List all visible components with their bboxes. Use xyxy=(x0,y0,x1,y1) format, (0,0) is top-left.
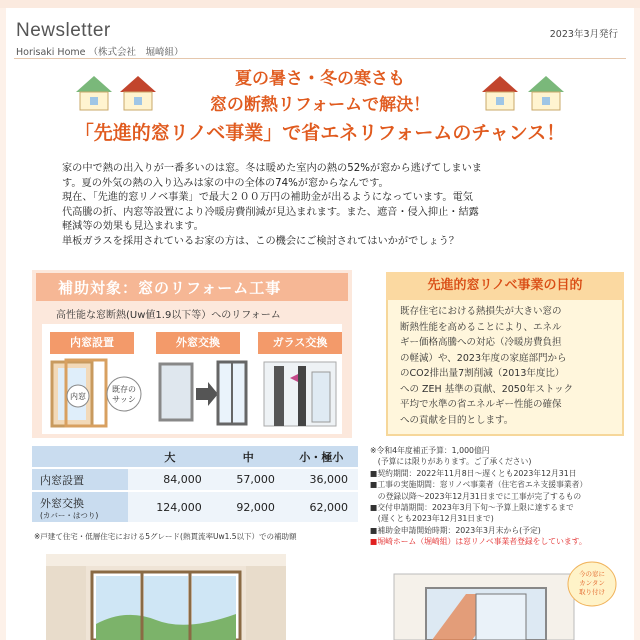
purpose-line: のCO2排出量7割削減（2013年度比） xyxy=(400,368,565,379)
glass-replace-illustration xyxy=(258,358,342,430)
existing-label-1: 既存の xyxy=(112,385,136,394)
inner-label: 内窓 xyxy=(70,392,86,401)
bubble-line-3: 取り付け xyxy=(579,588,605,596)
note-line: ■補助金申請開始時期：2023年3月末から(予定) xyxy=(370,525,541,535)
headline-line-3: 「先進的窓リノベ事業」で省エネリフォームのチャンス！ xyxy=(74,122,566,144)
program-notes xyxy=(370,445,587,548)
row-label-cell xyxy=(32,491,128,523)
top-border xyxy=(0,0,640,8)
table-row xyxy=(32,491,358,523)
table-header-cell: 大 xyxy=(128,446,212,468)
intro-line: 現在、「先進的窓リノベ事業」で最大２００万円の補助金が出るようになっています。電気 xyxy=(62,192,473,204)
table-cell: 124,000 xyxy=(128,491,212,523)
tag-glass-replace: ガラス交換 xyxy=(258,332,342,354)
header-divider xyxy=(14,58,626,59)
row-sublabel: (カバー・はつり) xyxy=(40,510,99,520)
subsidy-description: 高性能な窓断熱(Uw値1.9以下等）へのリフォーム xyxy=(56,310,281,321)
bubble-line-1: 今の窓に xyxy=(579,570,605,578)
intro-line: 代高騰の折、内窓等設置により冷暖房費削減が見込まれます。また、遮音・侵入抑止・結露 xyxy=(62,206,479,218)
purpose-line: への ZEH 基準の貢献、2050年ストック xyxy=(400,383,574,395)
purpose-line: 断熱性能を高めることにより、エネル xyxy=(400,321,562,333)
intro-line: す。夏の外気の熱の入り込みは家の中の全体の74%が窓からなんです。 xyxy=(62,177,389,189)
table-footnote: ※戸建て住宅・低層住宅における5グレード(熱貫流率Uw1.5以下）での補助額 xyxy=(34,532,297,541)
table-cell: 84,000 xyxy=(128,468,212,491)
inner-window-diagram xyxy=(366,554,620,640)
table-header-cell xyxy=(32,446,128,468)
subsidy-amount-table xyxy=(32,446,358,524)
registration-notice: ■堀崎ホーム（堀崎組）は窓リノベ事業者登録をしています。 xyxy=(370,537,587,547)
intro-line: 家の中で熱の出入りが一番多いのは窓。冬は暖めた室内の熱の52%が窓から逃げてしまいま xyxy=(62,163,482,174)
purpose-line: の軽減）や、2023年度の家庭部門から xyxy=(400,352,567,364)
existing-label-2: サッシ xyxy=(112,395,136,404)
tag-inner-window: 内窓設置 xyxy=(50,332,134,354)
note-line: (遅くとも2023年12月31日まで) xyxy=(370,514,494,524)
table-cell: 92,000 xyxy=(212,491,285,523)
table-cell: 62,000 xyxy=(285,491,358,523)
note-line: ※令和4年度補正予算：1,000億円 xyxy=(370,446,490,455)
intro-paragraph xyxy=(62,162,592,250)
table-header-row xyxy=(32,446,358,468)
tag-outer-window: 外窓交換 xyxy=(156,332,240,354)
newsletter-title: Newsletter xyxy=(16,20,111,41)
outer-window-illustration xyxy=(156,358,248,430)
purpose-body xyxy=(400,304,614,428)
issue-date: 2023年3月発行 xyxy=(549,29,618,40)
intro-line: 単板ガラスを採用されているお家の方は、この機会にご検討されてはいかがでしょう？ xyxy=(62,235,460,247)
subsidy-title: 補助対象：窓のリフォーム工事 xyxy=(36,273,348,301)
table-row xyxy=(32,468,358,491)
headline-line-1: 夏の暑さ・冬の寒さも xyxy=(235,69,405,89)
note-line: ■工事の実施期間：窓リノベ事業者（住宅省エネ支援事業者） xyxy=(370,480,588,490)
note-line: の登録以降～2023年12月31日までに工事が完了するもの xyxy=(370,491,582,501)
intro-line: 軽減等の効果も見込まれます。 xyxy=(62,221,204,233)
purpose-title: 先進的窓リノベ事業の目的 xyxy=(386,272,624,300)
purpose-line: ギー価格高騰への対応（冷暖房費負担 xyxy=(400,337,562,348)
note-line: ■交付申請期間：2023年3月下旬～予算上限に達するまで xyxy=(370,503,574,513)
table-cell: 57,000 xyxy=(212,468,285,491)
note-line: (予算には限りがあります。ご了承ください) xyxy=(370,457,532,467)
bubble-line-2: カンタン xyxy=(579,579,605,587)
inner-window-illustration xyxy=(48,358,144,430)
headline-line-2: 窓の断熱リフォームで解決！ xyxy=(209,95,431,115)
note-line: ■契約期間：2022年11月8日～遅くとも2023年12月31日 xyxy=(370,468,577,478)
window-photo xyxy=(46,554,286,640)
purpose-line: への貢献を目的とします。 xyxy=(400,414,514,426)
table-header-cell: 中 xyxy=(212,446,285,468)
purpose-line: 既存住宅における熱損失が大きい窓の xyxy=(400,306,562,317)
table-header-cell: 小・極小 xyxy=(285,446,358,468)
table-cell: 36,000 xyxy=(285,468,358,491)
company-name: Horisaki Home （株式会社 堀崎組） xyxy=(16,47,184,58)
row-label: 外窓交換 xyxy=(40,496,84,510)
purpose-line: 平均で水準の省エネルギー性能の確保 xyxy=(400,399,562,410)
row-label: 内窓設置 xyxy=(32,468,128,491)
